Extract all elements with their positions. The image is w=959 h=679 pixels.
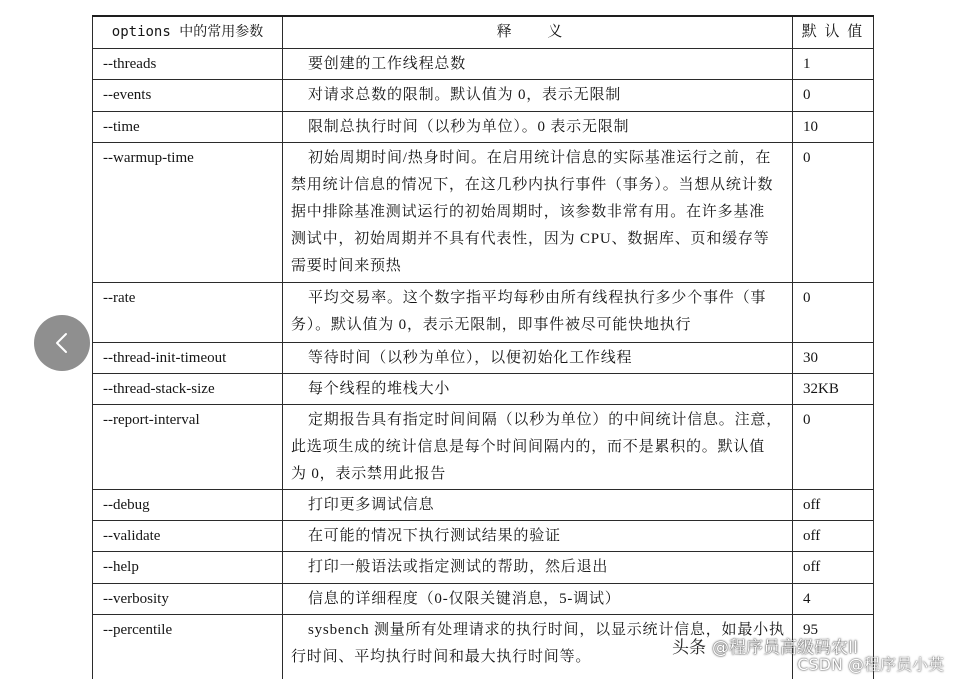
toutiao-watermark-handle: @程序员高级码农II — [711, 638, 858, 658]
option-name: --report-interval — [93, 404, 283, 489]
description-line: 初始周期时间/热身时间。在启用统计信息的实际基准运行之前，在 — [308, 149, 772, 166]
description-line: sysbench 测量所有处理请求的执行时间，以显示统计信息，如最小执 — [308, 621, 785, 638]
description-line: 据中排除基准测试运行的初始周期时，该参数非常有用。在许多基准 — [291, 203, 766, 220]
option-name: --debug — [93, 489, 283, 520]
table-row — [93, 583, 874, 614]
default-value: 1 — [793, 48, 874, 79]
description-line: 等待时间（以秒为单位），以便初始化工作线程 — [308, 349, 633, 366]
option-name: --rate — [93, 282, 283, 342]
description-line: 此选项生成的统计信息是每个时间间隔内的，而不是累积的。默认值 — [291, 438, 766, 455]
description-line: 行时间、平均执行时间和最大执行时间等。 — [291, 648, 592, 665]
description-line: 打印更多调试信息 — [308, 496, 435, 513]
back-button[interactable] — [34, 315, 90, 371]
options-table-container — [92, 15, 874, 679]
option-name: --thread-stack-size — [93, 373, 283, 404]
default-value: 95 — [793, 614, 874, 679]
description-line: 需要时间来预热 — [291, 257, 402, 274]
default-value: off — [793, 520, 874, 551]
option-description — [283, 520, 793, 551]
option-description — [283, 142, 793, 282]
default-value: 10 — [793, 111, 874, 142]
default-value: 4 — [793, 583, 874, 614]
description-line: 打印一般语法或指定测试的帮助，然后退出 — [308, 558, 609, 575]
header-description: 释 义 — [283, 16, 793, 48]
option-name: --threads — [93, 48, 283, 79]
default-value: 30 — [793, 342, 874, 373]
default-value: 0 — [793, 142, 874, 282]
table-row — [93, 404, 874, 489]
option-description — [283, 404, 793, 489]
option-description — [283, 111, 793, 142]
description-line: 在可能的情况下执行测试结果的验证 — [308, 527, 561, 544]
description-line: 对请求总数的限制。默认值为 0，表示无限制 — [308, 86, 622, 103]
option-name: --events — [93, 79, 283, 111]
table-row — [93, 282, 874, 342]
description-line: 限制总执行时间（以秒为单位）。0 表示无限制 — [308, 118, 630, 135]
default-value: 0 — [793, 282, 874, 342]
table-row — [93, 551, 874, 583]
option-description — [283, 551, 793, 583]
description-line: 每个线程的堆栈大小 — [308, 380, 451, 397]
option-name: --validate — [93, 520, 283, 551]
option-description — [283, 583, 793, 614]
table-row — [93, 111, 874, 142]
option-description — [283, 489, 793, 520]
header-default: 默 认 值 — [793, 16, 874, 48]
option-name: --verbosity — [93, 583, 283, 614]
csdn-watermark: CSDN @程序员小英 — [797, 655, 944, 674]
option-name: --warmup-time — [93, 142, 283, 282]
table-row — [93, 520, 874, 551]
table-row — [93, 79, 874, 111]
toutiao-watermark-brand: 头条 — [671, 638, 706, 658]
option-description — [283, 282, 793, 342]
table-header-row — [93, 16, 874, 48]
description-line: 测试中，初始周期并不具有代表性，因为 CPU、数据库、页和缓存等 — [291, 230, 770, 247]
option-description — [283, 342, 793, 373]
table-row — [93, 142, 874, 282]
option-description — [283, 48, 793, 79]
default-value: off — [793, 489, 874, 520]
description-line: 平均交易率。这个数字指平均每秒由所有线程执行多少个事件（事 — [308, 289, 767, 306]
option-name: --help — [93, 551, 283, 583]
description-line: 信息的详细程度（0-仅限关键消息，5-调试） — [308, 590, 621, 607]
default-value: off — [793, 551, 874, 583]
table-row — [93, 48, 874, 79]
option-name: --time — [93, 111, 283, 142]
option-name: --percentile — [93, 614, 283, 679]
default-value: 0 — [793, 404, 874, 489]
chevron-left-icon — [34, 315, 90, 371]
description-line: 定期报告具有指定时间间隔（以秒为单位）的中间统计信息。注意， — [308, 411, 783, 428]
table-row — [93, 342, 874, 373]
option-description — [283, 373, 793, 404]
options-table — [92, 15, 874, 679]
description-line: 为 0，表示禁用此报告 — [291, 465, 447, 482]
table-row — [93, 489, 874, 520]
description-line: 禁用统计信息的情况下，在这几秒内执行事件（事务）。当想从统计数 — [291, 176, 774, 193]
header-option: options 中的常用参数 — [93, 16, 283, 48]
option-description — [283, 79, 793, 111]
default-value: 0 — [793, 79, 874, 111]
default-value: 32KB — [793, 373, 874, 404]
description-line: 务）。默认值为 0，表示无限制，即事件被尽可能快地执行 — [291, 316, 692, 333]
table-row — [93, 373, 874, 404]
description-line: 要创建的工作线程总数 — [308, 55, 467, 72]
option-name: --thread-init-timeout — [93, 342, 283, 373]
